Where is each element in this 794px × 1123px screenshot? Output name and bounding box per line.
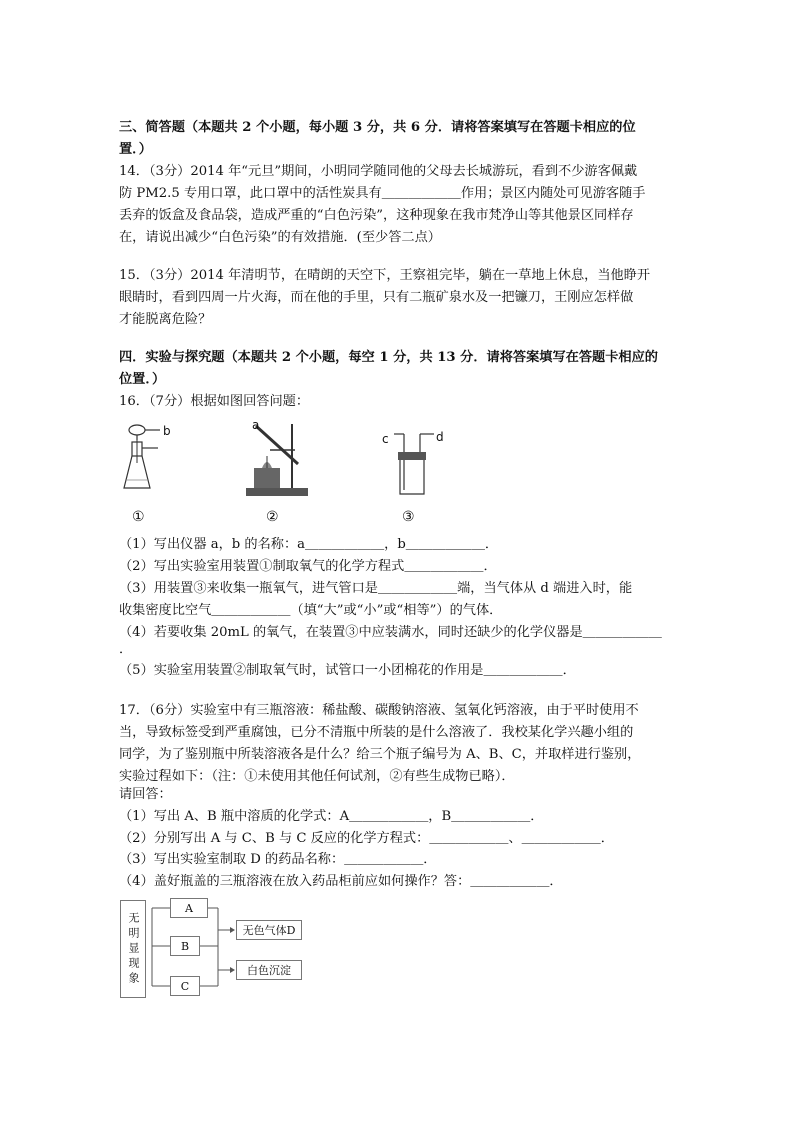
flow-result-precipitate: 白色沉淀 bbox=[236, 960, 302, 980]
q16-sub3-line1: （3）用装置③来收集一瓶氧气，进气管口是＿＿＿＿＿＿端，当气体从 d 端进入时，能 bbox=[119, 581, 633, 596]
flow-box-b: B bbox=[170, 936, 200, 956]
q14-line4: 在，请说出减少“白色污染”的有效措施．(至少答二点） bbox=[119, 230, 441, 245]
flow-box-a: A bbox=[170, 898, 208, 918]
fig-number-3: ③ bbox=[402, 509, 415, 525]
section3-heading-line1: 三、简答题（本题共 2 个小题，每小题 3 分，共 6 分．请将答案填写在答题卡相应的位 bbox=[119, 120, 636, 135]
apparatus-1-flask-figure bbox=[120, 418, 180, 498]
q16-sub1: （1）写出仪器 a，b 的名称：a＿＿＿＿＿＿，b＿＿＿＿＿＿． bbox=[119, 537, 499, 552]
q17-line3: 同学，为了鉴别瓶中所装溶液各是什么？给三个瓶子编号为 A、B、C，并取样进行鉴别， bbox=[119, 747, 641, 762]
q14-line2: 防 PM2.5 专用口罩，此口罩中的活性炭具有＿＿＿＿＿＿作用；景区内随处可见游客随手 bbox=[119, 186, 646, 201]
q16-sub3-line2: 收集密度比空气＿＿＿＿＿＿（填“大”或“小”或“相等”）的气体． bbox=[119, 603, 503, 618]
fig-label-a: a bbox=[252, 418, 260, 432]
fig-label-d: d bbox=[436, 430, 444, 444]
q14-line3: 丢弃的饭盒及食品袋，造成严重的“白色污染”，这种现象在我市梵净山等其他景区同样存 bbox=[119, 208, 634, 223]
q16-sub4-line2: ． bbox=[119, 642, 133, 657]
section4-heading-line1: 四．实验与探究题（本题共 2 个小题，每空 1 分，共 13 分．请将答案填写在答题卡相应的 bbox=[119, 350, 658, 365]
q17-line4: 实验过程如下：（注：①未使用其他任何试剂，②有些生成物已略）． bbox=[119, 769, 515, 784]
q17-line2: 当，导致标签受到严重腐蚀，已分不清瓶中所装的是什么溶液了．我校某化学兴趣小组的 bbox=[119, 725, 634, 740]
q16-sub4-line1: （4）若要收集 20mL 的氧气，在装置③中应装满水，同时还缺少的化学仪器是＿＿＿＿＿＿ bbox=[119, 625, 662, 640]
q17-sub2: （2）分别写出 A 与 C、B 与 C 反应的化学方程式：＿＿＿＿＿＿、＿＿＿＿＿＿． bbox=[119, 831, 614, 846]
q17-sub4: （4）盖好瓶盖的三瓶溶液在放入药品柜前应如何操作？答：＿＿＿＿＿＿． bbox=[119, 874, 563, 889]
apparatus-2-stand-figure bbox=[240, 420, 320, 500]
flow-diagram bbox=[118, 894, 306, 1004]
fig-label-b: b bbox=[163, 424, 171, 438]
q17-line5: 请回答： bbox=[119, 787, 172, 802]
q16-sub2: （2）写出实验室用装置①制取氧气的化学方程式＿＿＿＿＿＿． bbox=[119, 559, 497, 574]
fig-label-c: c bbox=[382, 432, 389, 446]
flow-side-label: 无明显现象 bbox=[120, 900, 146, 998]
fig-number-2: ② bbox=[266, 509, 279, 525]
q15-line2: 眼睛时，看到四周一片火海，而在他的手里，只有二瓶矿泉水及一把镰刀，王刚应怎样做 bbox=[119, 290, 634, 305]
section3-heading-line2: 置．） bbox=[119, 142, 152, 157]
q17-sub1: （1）写出 A、B 瓶中溶质的化学式：A＿＿＿＿＿＿，B＿＿＿＿＿＿． bbox=[119, 809, 544, 824]
flow-result-gas: 无色气体D bbox=[236, 920, 302, 940]
flow-box-c: C bbox=[170, 976, 200, 996]
q15-line3: 才能脱离危险？ bbox=[119, 312, 212, 327]
q14-line1: 14．（3分）2014 年“元旦”期间，小明同学随同他的父母去长城游玩，看到不少游客佩戴 bbox=[119, 164, 638, 179]
flow-connectors bbox=[118, 894, 306, 1004]
q17-line1: 17．（6分）实验室中有三瓶溶液：稀盐酸、碳酸钠溶液、氢氧化钙溶液，由于平时使用不 bbox=[119, 703, 639, 718]
q16-stem: 16．（7分）根据如图回答问题： bbox=[119, 394, 310, 409]
fig-number-1: ① bbox=[132, 509, 145, 525]
q15-line1: 15．（3分）2014 年清明节，在晴朗的天空下，王察祖完毕，躺在一草地上休息，当他睁开 bbox=[119, 268, 651, 283]
q17-sub3: （3）写出实验室制取 D 的药品名称：＿＿＿＿＿＿． bbox=[119, 852, 437, 867]
q16-sub5: （5）实验室用装置②制取氧气时，试管口一小团棉花的作用是＿＿＿＿＿＿． bbox=[119, 663, 576, 678]
section4-heading-line2: 位置．） bbox=[119, 372, 166, 387]
